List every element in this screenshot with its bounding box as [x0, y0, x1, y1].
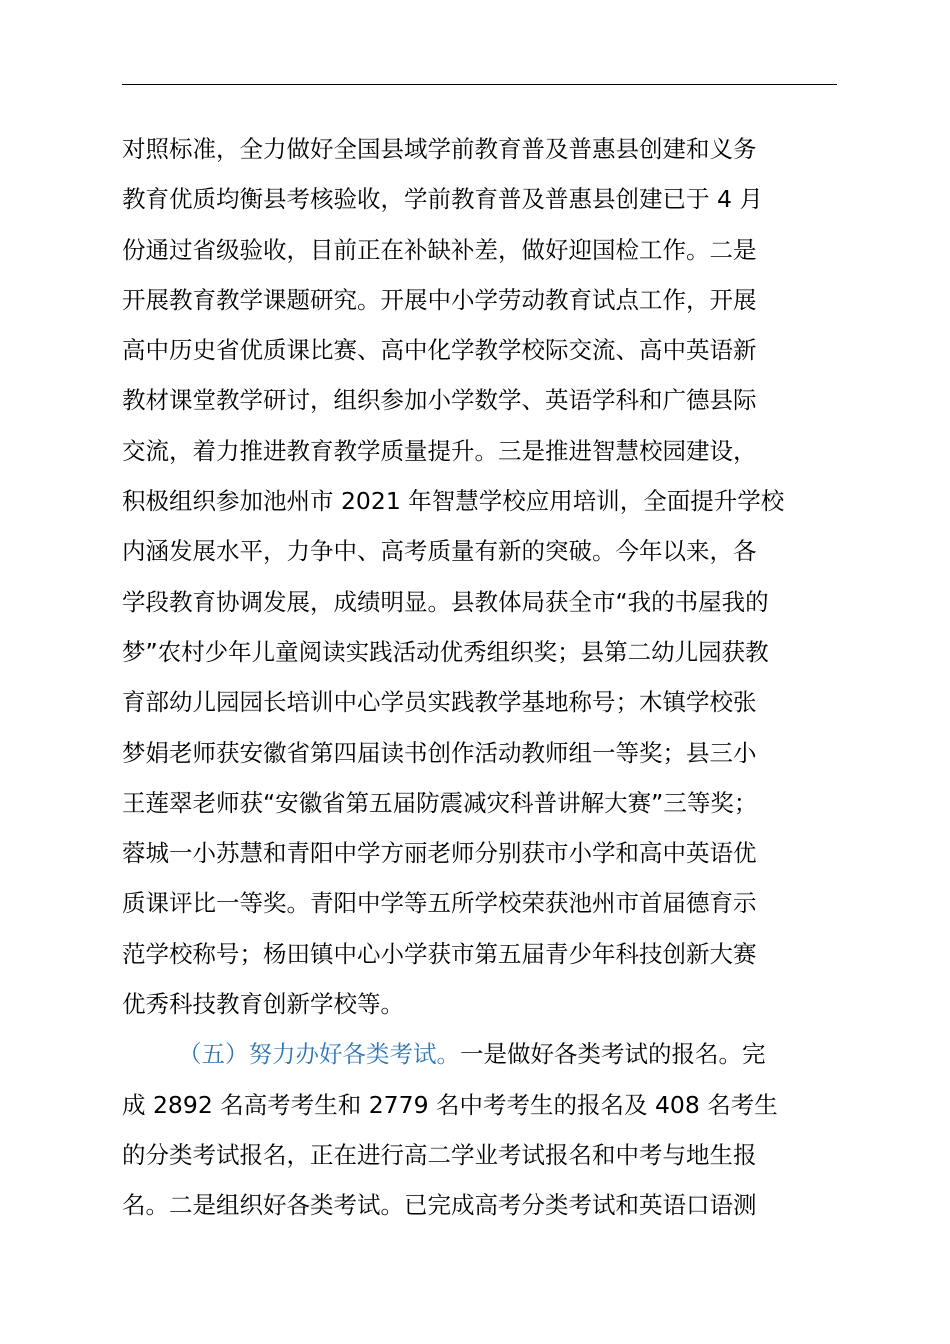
paragraph-2-first-line — [122, 1029, 842, 1079]
paragraph-1-line: 积极组织参加池州市 2021 年智慧学校应用培训，全面提升学校 — [122, 487, 785, 516]
paragraph-1-line: 内涵发展水平，力争中、高考质量有新的突破。今年以来，各 — [122, 537, 757, 566]
paragraph-1-line: 教材课堂教学研讨，组织参加小学数学、英语学科和广德县际 — [122, 386, 757, 415]
paragraph-1-line: 优秀科技教育创新学校等。 — [122, 990, 404, 1019]
paragraph-2-first-line-text: 一是做好各类考试的报名。完 — [460, 1040, 766, 1069]
paragraph-1-line: 高中历史省优质课比赛、高中化学教学校际交流、高中英语新 — [122, 336, 757, 365]
paragraph-2-line: 的分类考试报名，正在进行高二学业考试报名和中考与地生报 — [122, 1140, 757, 1169]
paragraph-1-line: 份通过省级验收，目前正在补缺补差，做好迎国检工作。二是 — [122, 235, 757, 264]
section-heading: （五）努力办好各类考试。 — [178, 1040, 460, 1069]
paragraph-1-line: 交流，着力推进教育教学质量提升。三是推进智慧校园建设， — [122, 436, 757, 465]
paragraph-1-line: 对照标准，全力做好全国县域学前教育普及普惠县创建和义务 — [122, 135, 757, 163]
paragraph-1-line: 范学校称号；杨田镇中心小学获市第五届青少年科技创新大赛 — [122, 939, 757, 968]
document-body — [122, 124, 842, 1231]
paragraph-1-line: 王莲翠老师获“安徽省第五届防震减灾科普讲解大赛”三等奖； — [122, 788, 758, 817]
paragraph-1-line: 学段教育协调发展，成绩明显。县教体局获全市“我的书屋我的 — [122, 587, 769, 616]
header-rule — [122, 84, 837, 85]
paragraph-1-line: 梦”农村少年儿童阅读实践活动优秀组织奖；县第二幼儿园获教 — [122, 637, 769, 666]
paragraph-1-line: 育部幼儿园园长培训中心学员实践教学基地称号；木镇学校张 — [122, 688, 757, 717]
paragraph-1-line: 梦娟老师获安徽省第四届读书创作活动教师组一等奖；县三小 — [122, 738, 757, 767]
paragraph-1-line: 质课评比一等奖。青阳中学等五所学校荣获池州市首届德育示 — [122, 889, 757, 918]
paragraph-1-line: 教育优质均衡县考核验收，学前教育普及普惠县创建已于 4 月 — [122, 185, 763, 214]
paragraph-2-line: 成 2892 名高考考生和 2779 名中考考生的报名及 408 名考生 — [122, 1090, 778, 1119]
paragraph-2-line: 名。二是组织好各类考试。已完成高考分类考试和英语口语测 — [122, 1191, 757, 1220]
paragraph-1-line: 蓉城一小苏慧和青阳中学方丽老师分别获市小学和高中英语优 — [122, 839, 757, 868]
paragraph-1-line: 开展教育教学课题研究。开展中小学劳动教育试点工作，开展 — [122, 285, 757, 314]
